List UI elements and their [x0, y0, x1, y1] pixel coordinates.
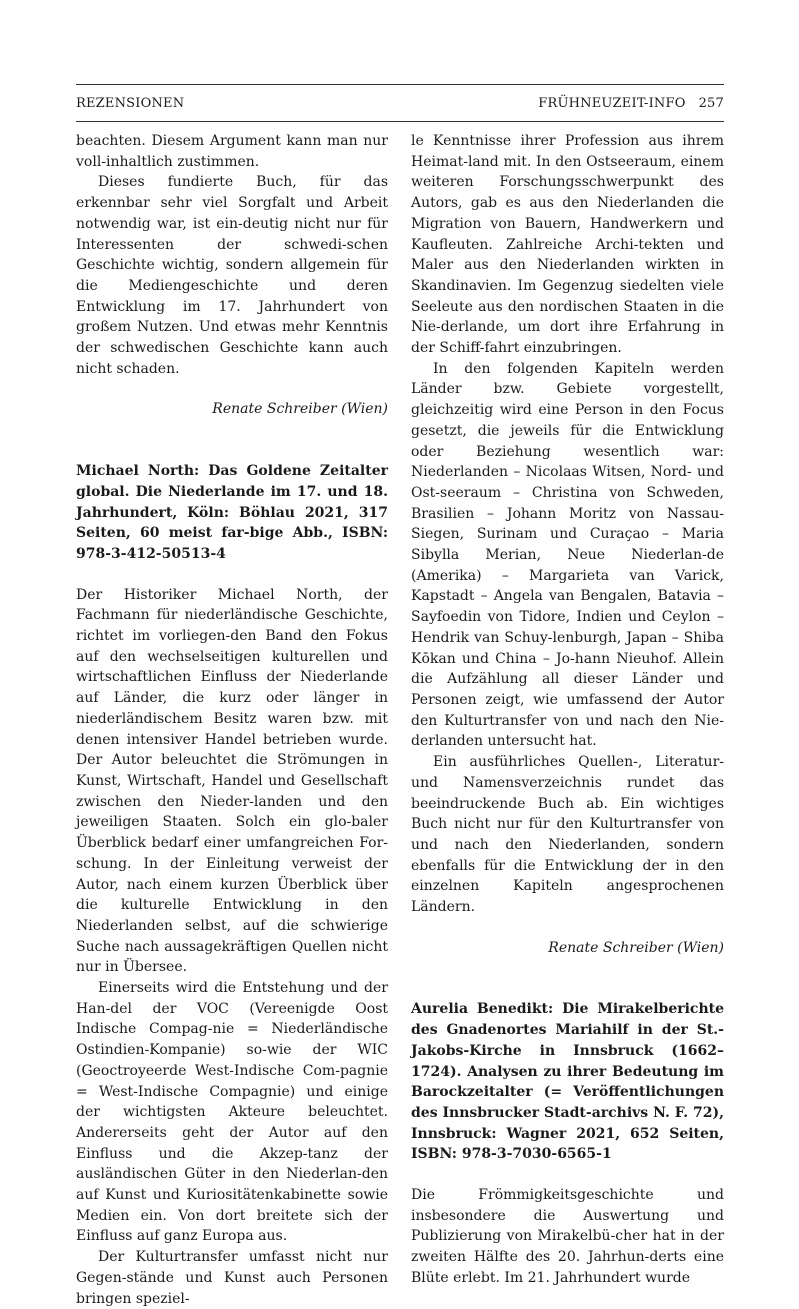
header-top-rule	[76, 84, 724, 85]
paragraph: Ein ausführliches Quellen-, Literatur- und Namensverzeichnis rundet das beeindruckende Buch ab. Ein wichtiges Buch nicht nur für den Kulturtransfer von und nach den Niederlanden, sondern ebenfalls für die Entwicklung der in den einzelnen Kapiteln angesprochenen Ländern.	[411, 754, 724, 916]
header-bottom-rule	[76, 121, 724, 122]
paragraph: Einerseits wird die Entstehung und der Han-del der VOC (Vereenigde Oost Indische Compag-nie = Niederländische Ostindien-Kompanie) so-wie der WIC (Geoctroyeerde West-Indische Com-pagnie = West-Indische Compagnie) und einige der wichtigsten Akteure beleuchtet. Andererseits geht der Autor auf den Einfluss und die Akzep-tanz der ausländischen Güter in den Niederlan-den auf Kunst und Kuriositätenkabinette sowie Medien ein. Von dort breitete sich der Einfluss auf ganz Europa aus.	[76, 980, 388, 1245]
paragraph: beachten. Diesem Argument kann man nur voll-inhaltlich zustimmen.	[76, 133, 388, 170]
review-title: Michael North: Das Goldene Zeitalter global. Die Niederlande im 17. und 18. Jahrhundert, Köln: Böhlau 2021, 317 Seiten, 60 meist far-bige Abb., ISBN: 978-3-412-50513-4	[76, 463, 388, 562]
review-signature: Renate Schreiber (Wien)	[212, 401, 388, 418]
running-header	[76, 96, 724, 114]
review-title: Aurelia Benedikt: Die Mirakelberichte des Gnadenortes Mariahilf in der St.-Jakobs-Kirche in Innsbruck (1662–1724). Analysen zu ihrer Bedeutung im Barockzeitalter (= Veröffentlichungen des Innsbrucker Stadt-archivs N. F. 72), Innsbruck: Wagner 2021, 652 Seiten, ISBN: 978-3-7030-6565-1	[411, 1001, 724, 1163]
paragraph: Der Kulturtransfer umfasst nicht nur Gegen-stände und Kunst auch Personen bringen speziel-	[76, 1249, 388, 1307]
paragraph: Der Historiker Michael North, der Fachmann für niederländische Geschichte, richtet im vorliegen-den Band den Fokus auf den wechselseitigen kulturellen und wirtschaftlichen Einfluss der Niederlande auf Länder, die kurz oder länger in niederländischem Besitz waren bzw. mit denen intensiver Handel betrieben wurde. Der Autor beleuchtet die Strömungen in Kunst, Wirtschaft, Handel und Gesellschaft zwischen den Nieder-landen und den jeweiligen Staaten. Solch ein glo-baler Überblick bedarf einer umfangreichen For-schung. In der Einleitung verweist der Autor, nach einem kurzen Überblick über die kulturelle Entwicklung in den Niederlanden selbst, auf die schwierige Suche nach aussagekräftigen Quellen nicht nur in Übersee.	[76, 586, 388, 976]
review-signature: Renate Schreiber (Wien)	[548, 939, 724, 956]
section-label: REZENSIONEN	[76, 96, 185, 111]
right-column	[411, 131, 724, 1289]
paragraph: le Kenntnisse ihrer Profession aus ihrem Heimat-land mit. In den Ostseeraum, einem weiteren Forschungsschwerpunkt des Autors, gab es aus den Niederlanden die Migration von Bauern, Handwerkern und Kaufleuten. Zahlreiche Archi-tekten und Maler aus den Niederlanden wirkten in Skandinavien. Im Gegenzug siedelten viele Seeleute aus den nordischen Staaten in die Nie-derlande, um dort ihre Erfahrung in der Schiff-fahrt einzubringen.	[411, 133, 724, 357]
paragraph: Die Frömmigkeitsgeschichte und insbesondere die Auswertung und Publizierung von Mirakelbü-cher hat in der zweiten Hälfte des 20. Jahrhun-derts eine Blüte erlebt. Im 21. Jahrhundert wurde	[411, 1187, 724, 1286]
left-column	[76, 131, 388, 1309]
paragraph: Dieses fundierte Buch, für das erkennbar sehr viel Sorgfalt und Arbeit notwendig war, ist ein-deutig nicht nur für Interessenten der schwedi-schen Geschichte wichtig, sondern allgemein für die Mediengeschichte und deren Entwicklung im 17. Jahrhundert von großem Nutzen. Und etwas mehr Kenntnis der schwedischen Geschichte kann auch nicht schaden.	[76, 174, 388, 377]
paragraph: In den folgenden Kapiteln werden Länder bzw. Gebiete vorgestellt, gleichzeitig wird eine Person in den Focus gesetzt, die jeweils für die Entwicklung oder Beziehung wesentlich war: Niederlanden – Nicolaas Witsen, Nord- und Ost-seeraum – Christina von Schweden, Brasilien – Johann Moritz von Nassau-Siegen, Surinam und Curaçao – Maria Sibylla Merian, Neue Niederlan-de (Amerika) – Margarieta van Varick, Kapstadt – Angela van Bengalen, Batavia – Sayfoedin von Tidore, Indien und Ceylon – Hendrik van Schuy-lenburgh, Japan – Shiba Kōkan und China – Jo-hann Nieuhof. Allein die Aufzählung all dieser Länder und Personen zeigt, wie umfassend der Autor den Kulturtransfer von und nach den Nie-derlanden untersucht hat.	[411, 360, 724, 750]
journal-page-number: FRÜHNEUZEIT-INFO 257	[538, 96, 724, 111]
